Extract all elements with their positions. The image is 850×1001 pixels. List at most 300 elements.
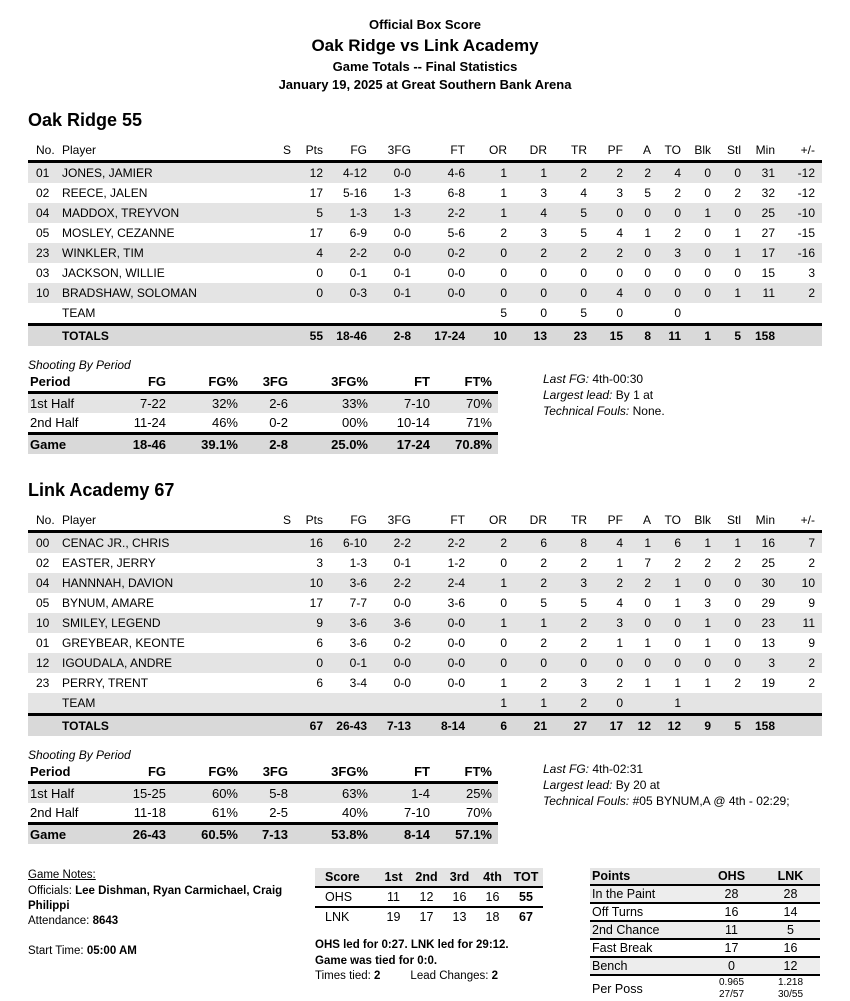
cell: 15	[761, 266, 775, 281]
column-header: Player	[62, 511, 274, 532]
cell: 2	[514, 573, 554, 593]
cell: 0	[540, 306, 547, 321]
cell: 17	[702, 939, 761, 957]
cell: 29	[761, 596, 775, 611]
cell: 03	[36, 266, 50, 281]
note-label: Last FG:	[543, 762, 590, 777]
cell: 27	[554, 715, 594, 737]
cell: 4	[616, 226, 623, 241]
cell	[274, 715, 298, 737]
cell: 0	[594, 203, 630, 223]
cell: 0	[704, 266, 711, 281]
cell: 1st Half	[28, 783, 108, 804]
cell: 16	[748, 532, 782, 554]
cell	[298, 303, 330, 325]
cell: 17	[594, 715, 630, 737]
cell: -10	[782, 203, 822, 223]
cell: 1	[472, 573, 514, 593]
cell	[274, 573, 298, 593]
cell: 1	[658, 573, 688, 593]
cell: 6	[658, 532, 688, 554]
cell	[748, 693, 782, 715]
cell: 00	[28, 532, 62, 554]
column-header: 2nd	[410, 868, 443, 887]
cell: 2-5	[269, 805, 288, 821]
cell	[418, 303, 472, 325]
note-label: Largest lead:	[543, 387, 613, 402]
shooting-game-row	[28, 824, 498, 845]
cell: 0-0	[447, 636, 465, 651]
note-value: 4th-00:30	[592, 372, 644, 387]
cell: -12	[782, 162, 822, 184]
cell: 11	[377, 887, 410, 907]
player-row	[28, 183, 822, 203]
cell: 1	[718, 283, 748, 303]
attendance-line	[28, 914, 315, 929]
cell	[274, 693, 298, 715]
cell: 21	[514, 715, 554, 737]
cell: 28	[761, 885, 820, 903]
cell: 3-6	[349, 636, 367, 651]
box-header-row	[28, 511, 822, 532]
tied-time-line: Game was tied for 0:0.	[315, 954, 438, 967]
note-label: Largest lead:	[543, 777, 613, 792]
cell: 0	[630, 203, 658, 223]
cell: 26-43	[330, 715, 374, 737]
cell: 7-13	[374, 715, 418, 737]
shooting-section	[28, 358, 822, 454]
cell: 9	[808, 636, 815, 651]
box-score-table	[28, 511, 822, 736]
cell	[274, 203, 298, 223]
cell: 05	[36, 226, 50, 241]
cell: 32	[761, 186, 775, 201]
cell	[630, 303, 658, 325]
report-header	[0, 16, 850, 94]
cell: 2	[514, 243, 554, 263]
per-poss-row	[590, 975, 820, 1001]
cell: 16	[443, 887, 476, 907]
cell: 1	[718, 532, 748, 554]
player-row	[28, 303, 822, 325]
cell	[374, 303, 418, 325]
cell: 5-8	[244, 783, 294, 804]
note-value: By 1 at	[615, 387, 654, 402]
cell: 11	[782, 613, 822, 633]
cell: 0-0	[393, 676, 411, 691]
report-subtitle: Game Totals -- Final Statistics	[332, 58, 518, 74]
cell: JONES, JAMIER	[62, 162, 274, 184]
shooting-period-row	[28, 783, 498, 804]
cell: 5-6	[447, 226, 465, 241]
column-header: Stl	[718, 511, 748, 532]
cell: 2	[500, 226, 507, 241]
column-header: FT	[418, 511, 472, 532]
shooting-period-row	[28, 803, 498, 824]
player-row	[28, 573, 822, 593]
cell: 7-13	[244, 824, 294, 845]
shooting-table	[28, 373, 498, 454]
column-header: PF	[594, 141, 630, 162]
cell: 5-16	[342, 186, 367, 201]
cell: 0	[500, 596, 507, 611]
cell: 2	[808, 556, 815, 571]
cell: 10	[472, 325, 514, 347]
column-header: LNK	[761, 868, 820, 885]
cell: 46%	[211, 415, 238, 431]
cell: 19	[761, 676, 775, 691]
cell: 0	[674, 306, 681, 321]
cell: 2	[472, 532, 514, 554]
cell: 02	[36, 556, 50, 571]
cell: 53.8%	[294, 824, 374, 845]
cell: 0	[472, 283, 514, 303]
score-by-quarter-table	[315, 868, 543, 926]
cell: 0	[644, 266, 651, 281]
note-label: Technical Fouls:	[543, 793, 630, 808]
cell: PERRY, TRENT	[62, 676, 149, 691]
cell: 1-3	[330, 203, 374, 223]
column-header: FG	[330, 141, 374, 162]
player-row	[28, 653, 822, 673]
cell: 1	[688, 613, 718, 633]
player-row	[28, 162, 822, 184]
column-header: Pts	[298, 511, 330, 532]
shooting-table	[28, 763, 498, 844]
cell: 00%	[341, 415, 368, 431]
cell: 1-3	[349, 556, 367, 571]
player-row	[28, 263, 822, 283]
cell: 4	[298, 243, 330, 263]
cell: 23	[748, 613, 782, 633]
cell: 3-6	[374, 613, 418, 633]
cell: 1	[688, 532, 718, 554]
cell: 4	[580, 186, 587, 201]
cell	[274, 532, 298, 554]
player-row	[28, 553, 822, 573]
cell: 0	[658, 203, 688, 223]
cell: 2-4	[418, 573, 472, 593]
cell: 0	[500, 636, 507, 651]
cell: 60%	[172, 783, 244, 804]
cell: 0	[644, 596, 651, 611]
cell: 0	[298, 283, 330, 303]
cell: 13	[761, 636, 775, 651]
column-header: Min	[748, 511, 782, 532]
cell: 2nd Half	[30, 415, 79, 431]
cell: 19	[386, 910, 401, 925]
cell: 5	[580, 596, 587, 611]
attendance-value: 8643	[92, 914, 119, 927]
cell	[630, 693, 658, 715]
column-header: A	[630, 511, 658, 532]
cell	[718, 303, 748, 325]
column-header: OR	[472, 141, 514, 162]
cell: 158	[748, 325, 782, 347]
cell: EASTER, JERRY	[62, 556, 156, 571]
cell: 0-1	[393, 556, 411, 571]
cell: JACKSON, WILLIE	[62, 266, 165, 281]
cell: 2-2	[418, 532, 472, 554]
cell: 1	[704, 676, 711, 691]
cell: -15	[797, 226, 815, 241]
column-header: Player	[62, 141, 274, 162]
cell: 0-0	[418, 653, 472, 673]
note-value: 4th-02:31	[592, 762, 644, 777]
cell: 7	[644, 556, 651, 571]
column-header: Stl	[718, 141, 748, 162]
cell	[782, 303, 822, 325]
cell: 5	[580, 226, 587, 241]
score-row	[315, 887, 543, 907]
cell: 17	[309, 186, 323, 201]
cell: 1	[500, 676, 507, 691]
column-header: Blk	[688, 141, 718, 162]
column-header: 1st	[377, 868, 410, 887]
cell: 17	[309, 596, 323, 611]
cell: 70.8%	[436, 434, 498, 455]
cell: 3	[554, 573, 594, 593]
points-row	[590, 921, 820, 939]
cell: 28	[702, 885, 761, 903]
cell: 12	[630, 715, 658, 737]
cell: HANNNAH, DAVION	[62, 573, 274, 593]
player-row	[28, 693, 822, 715]
cell: 12	[658, 715, 688, 737]
cell: 2	[734, 676, 741, 691]
cell	[748, 303, 782, 325]
cell: 6	[316, 676, 323, 691]
cell: 1-3	[393, 186, 411, 201]
cell: BYNUM, AMARE	[62, 596, 155, 611]
technical-fouls-note	[543, 404, 665, 420]
ties-and-lead-changes	[315, 970, 547, 982]
column-header: TR	[554, 511, 594, 532]
per-poss-ohs	[702, 975, 761, 1001]
cell: 7-22	[108, 393, 172, 414]
cell: 2	[580, 556, 587, 571]
cell: 4	[658, 162, 688, 184]
cell: 1	[644, 676, 651, 691]
cell: 25%	[436, 783, 498, 804]
per-poss-ohs-rate: 0.965	[718, 977, 745, 989]
matchup-title: Oak Ridge vs Link Academy	[311, 36, 539, 56]
cell: 5	[554, 203, 594, 223]
cell: 0	[688, 573, 718, 593]
player-row	[28, 283, 822, 303]
column-header: A	[630, 141, 658, 162]
shooting-section	[28, 748, 822, 844]
cell: 1	[704, 636, 711, 651]
column-header: OHS	[702, 868, 761, 885]
column-header: FG	[330, 511, 374, 532]
column-header: 3rd	[443, 868, 476, 887]
cell: 1	[500, 186, 507, 201]
start-time-line	[28, 944, 315, 959]
cell	[274, 283, 298, 303]
column-header: 3FG	[374, 511, 418, 532]
cell	[688, 303, 718, 325]
cell	[330, 303, 374, 325]
last-fg-note	[543, 762, 790, 778]
cell	[374, 693, 418, 715]
cell: 0	[688, 283, 718, 303]
cell: 0	[658, 613, 688, 633]
cell: 2	[674, 226, 681, 241]
cell: TOTALS	[62, 715, 274, 737]
cell: 0	[630, 243, 658, 263]
cell	[274, 325, 298, 347]
cell: 6-10	[330, 532, 374, 554]
cell: 12	[28, 653, 62, 673]
cell: 4	[514, 203, 554, 223]
cell: 0-1	[393, 266, 411, 281]
column-header: FT	[374, 763, 436, 783]
cell: 0	[500, 556, 507, 571]
cell: 15-25	[108, 783, 172, 804]
led-time-line: OHS led for 0:27. LNK led for 29:12.	[315, 939, 509, 952]
cell: 2	[554, 693, 594, 715]
cell: 0-0	[374, 653, 418, 673]
cell: 5	[718, 325, 748, 347]
column-header: FT%	[436, 763, 498, 783]
column-header: FG	[108, 763, 172, 783]
team-notes	[543, 372, 665, 419]
cell: 2	[674, 186, 681, 201]
cell: 0	[658, 283, 688, 303]
cell: 60.5%	[172, 824, 244, 845]
cell: 55	[298, 325, 330, 347]
officials-line	[28, 884, 315, 914]
column-header: FT	[418, 141, 472, 162]
cell	[330, 693, 374, 715]
cell: 30	[748, 573, 782, 593]
cell: 0	[688, 243, 718, 263]
cell: 0	[734, 636, 741, 651]
cell: 0	[580, 266, 587, 281]
cell: 1st Half	[28, 393, 108, 414]
cell: 1	[734, 226, 741, 241]
cell: 70%	[465, 805, 492, 821]
cell: 1	[472, 693, 514, 715]
cell: 0-0	[418, 613, 472, 633]
cell: 2nd Half	[30, 805, 79, 821]
cell: LNK	[325, 910, 350, 925]
points-row	[590, 885, 820, 903]
game-notes-title: Game Notes:	[28, 869, 96, 882]
cell: TOTALS	[62, 325, 274, 347]
points-row	[590, 903, 820, 921]
cell: 17	[419, 910, 434, 925]
cell: MOSLEY, CEZANNE	[62, 226, 175, 241]
cell: 0	[630, 653, 658, 673]
cell: Fast Break	[590, 939, 702, 957]
cell: 0-1	[349, 266, 367, 281]
cell: TEAM	[62, 306, 96, 321]
cell: 3-6	[330, 613, 374, 633]
cell: 3	[658, 243, 688, 263]
cell: 0	[688, 162, 718, 184]
cell: 70%	[436, 393, 498, 414]
column-header: S	[274, 511, 298, 532]
column-header: +/-	[782, 141, 822, 162]
per-poss-lnk	[761, 975, 820, 1001]
cell: 2	[782, 653, 822, 673]
cell: Bench	[590, 957, 702, 975]
cell: 0	[500, 266, 507, 281]
lead-changes	[410, 970, 498, 982]
cell: 18-46	[108, 434, 172, 455]
cell: 2-2	[418, 203, 472, 223]
points-header-row	[590, 868, 820, 885]
cell: 0-2	[269, 415, 288, 431]
cell: BRADSHAW, SOLOMAN	[62, 283, 274, 303]
cell: 158	[748, 715, 782, 737]
cell: 2	[630, 162, 658, 184]
times-tied-value: 2	[374, 970, 381, 983]
shooting-header-row	[28, 373, 498, 393]
player-row	[28, 593, 822, 613]
per-poss-label: Per Poss	[592, 981, 643, 996]
cell: 1	[688, 203, 718, 223]
column-header: FT%	[436, 373, 498, 393]
cell: 0-0	[447, 676, 465, 691]
cell	[688, 693, 718, 715]
cell: 1	[616, 556, 623, 571]
cell	[274, 553, 298, 573]
cell: 25	[748, 203, 782, 223]
column-header: TO	[658, 511, 688, 532]
cell: 3	[704, 596, 711, 611]
note-label: Last FG:	[543, 372, 590, 387]
cell: 0	[472, 653, 514, 673]
cell: 27	[761, 226, 775, 241]
cell: 0	[718, 203, 748, 223]
cell	[28, 303, 62, 325]
cell: 1	[658, 693, 688, 715]
cell: 1	[674, 676, 681, 691]
cell: 7-10	[374, 393, 436, 414]
player-row	[28, 613, 822, 633]
cell: 04	[28, 203, 62, 223]
footer-section	[28, 868, 822, 1001]
cell: 2	[674, 556, 681, 571]
officials-label: Officials:	[28, 884, 72, 897]
cell: 0	[316, 266, 323, 281]
column-header: TOT	[509, 868, 543, 887]
cell: 0-0	[447, 266, 465, 281]
cell: 0	[594, 653, 630, 673]
attendance-label: Attendance:	[28, 914, 90, 927]
cell: 2	[540, 556, 547, 571]
cell: 0	[718, 573, 748, 593]
cell: 16	[476, 887, 509, 907]
cell: 25.0%	[294, 434, 374, 455]
team-heading: Oak Ridge 55	[28, 110, 143, 131]
cell: 8	[554, 532, 594, 554]
cell: 0-2	[418, 243, 472, 263]
score-header-row	[315, 868, 543, 887]
cell: 2	[554, 613, 594, 633]
cell: 2	[808, 676, 815, 691]
cell: 11-18	[133, 805, 166, 821]
cell: 3	[540, 186, 547, 201]
shooting-game-row	[28, 434, 498, 455]
column-header: Points	[590, 868, 702, 885]
cell: 0	[554, 283, 594, 303]
cell	[782, 693, 822, 715]
score-summary	[315, 868, 547, 982]
